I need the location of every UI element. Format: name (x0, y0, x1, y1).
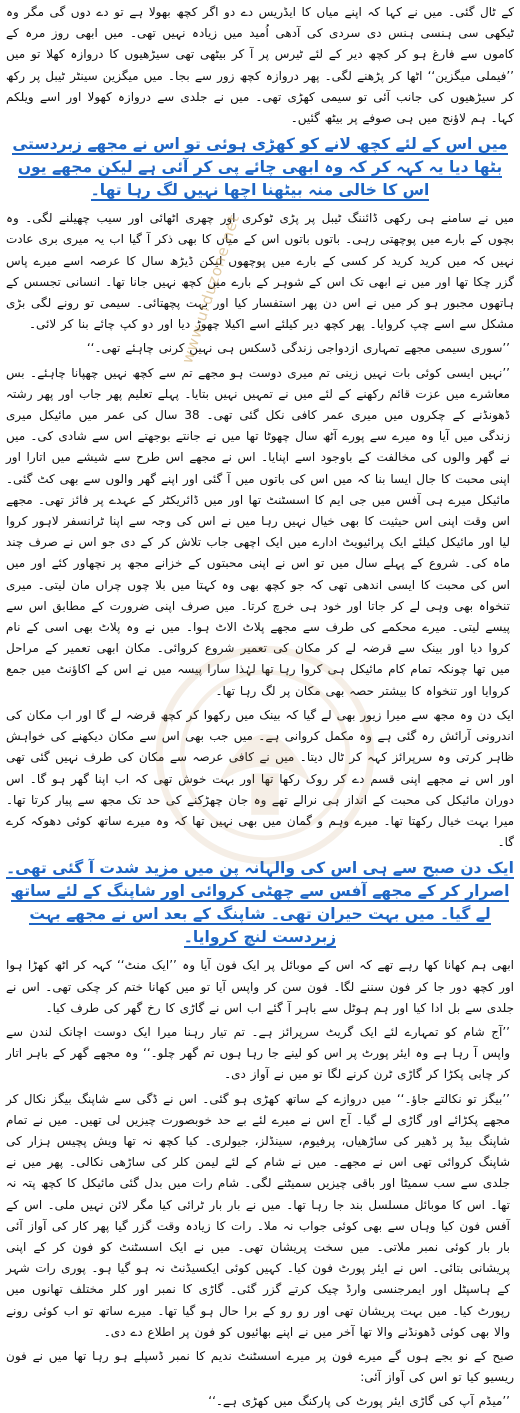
highlight-heading (6, 857, 514, 949)
paragraph: میں نے سامنے ہی رکھی ڈائننگ ٹیبل پر پڑی ٹوکری اور چھری اٹھائی اور سیب چھیلنے لگی۔ وہ بچوں کے بارے میں پوچھتی رہی۔ باتوں باتوں اس کے میاں کا بھی ذکر آ گیا اب یہ میری بری عادت نہیں کہ میں کرید کرید کر کسی کے بارے میں پوچھوں لیکن ڈیڑھ سال کا عرصہ اسے میرے پاس گزر چکا تھا اور میں نے ابھی تک اس کے شوہر کے بارے میں کچھ نہیں جانا تھا۔ انسانی تجسس کے ہاتھوں مجبور ہو کر میں نے اس دن پھر استفسار کیا اور بہت پچھتائی۔ سیمی تو رونے لگی بڑی مشکل سے اسے چپ کروایا۔ پھر کچھ دیر کیلئے اسے اکیلا چھوڑ دیا اور دو کپ چائے بنا کر لائی۔ (6, 211, 514, 332)
dialogue-paragraph: ’’سوری سیمی مجھے تمہاری ازدواجی زندگی ڈسکس ہی نہیں کرنی چاہئے تھی۔‘‘ (86, 341, 510, 356)
story-page (6, 2, 514, 1409)
dialogue-paragraph: ’’نہیں ایسی کوئی بات نہیں زینی تم میری دوست ہو مجھے تم سے کچھ نہیں چھپانا چاہئے۔ بس معاشرے میں عزت قائم رکھنے کے لئے میں نے تمہیں نہیں بتایا۔ پہلے تعلیم پھر جاب اور پھر رشتہ ڈھونڈنے کے چکروں میں میری عمر کافی نکل گئی تھی۔ 38 سال کی عمر میں مائیکل میری زندگی میں آیا وہ میرے سے پورے آٹھ سال چھوٹا تھا میں نے جانتے بوجھتے اس سے شادی کی۔ میں نے گھر والوں کی مخالفت کے باوجود اسے اپنایا۔ اس نے مجھے اس طرح سے شیشے میں اتارا اور اپنی محبت کا جال ایسا بنا کہ میں اس کی باتوں میں آ گئی اور اپنے گھر والوں سے بھی کٹ گئی۔ مائیکل میرے ہی آفس میں جی ایم کا اسسٹنٹ تھا اور میں ڈائریکٹر کے عہدے پر فائز تھی۔ مجھے اس وقت اپنی اس حیثیت کا بھی خیال نہیں رہا میں نے اس کی وجہ سے اپنا ٹرانسفر لاہور کروا لیا اور مائیکل کیلئے ایک پرائیویٹ ادارے میں ایک اچھی جاب تلاش کر کے دی جو اس نے صرف چند ماہ کی۔ شروع کے پہلے سال میں تو اس نے اپنی محبتوں کے خزانے مجھ پر نچھاور کئے اور میں اس کی محبت کا ایسی اندھی تھی کہ جو کچھ بھی وہ کہتا میں بلا چوں چراں مان لیتی۔ میری تنخواہ بھی وہی لے کر جاتا اور خود ہی خرچ کرتا۔ میں صرف اپنی ضرورت کے مطابق اس سے پیسے لیتی۔ میرے محکمے کی طرف سے مجھے پلاٹ الاٹ ہوا۔ میں نے وہ پلاٹ بھی اسی کے نام کروا دیا اور بینک سے قرضہ لے کر مکان کی تعمیر شروع کروائی۔ مکان ابھی تعمیر کے مراحل میں تھا چونکہ تمام کام مائیکل ہی کروا رہا تھا لہٰذا سارا پیسہ میں نے اس کے اکاؤنٹ میں جمع کروایا اور تنخواہ کا بیشتر حصہ بھی مکان پر لگ رہا تھا۔ (6, 365, 510, 698)
paragraph: ایک دن وہ مجھ سے میرا زیور بھی لے گیا کہ بینک میں رکھوا کر کچھ قرضہ لے گا اور اب مکان کی اندرونی آرائش رہ گئی ہے وہ مکمل کروانی ہے۔ میں جب بھی اس سے مکان دیکھنے کی خواہش ظاہر کرتی وہ سرپرائز کہہ کر ٹال دیتا۔ میں نے کافی عرصہ سے مکان کی طرف نہیں گئی تھی اور اس نے مجھے اپنی قسم دے کر روک رکھا تھا اور بہت خوش تھی کہ اب اپنا گھر ہو گا۔ اس دوران مائیکل کی محبت کے انداز ہی نرالے تھے وہ جان چھڑکنے کی حد تک مجھ سے پیار کرتا تھا۔ میرا بہت خیال رکھتا تھا۔ میرے وہم و گمان میں بھی نہیں تھا کہ وہ میرے ساتھ کوئی دھوکہ کرے گا۔ (6, 707, 514, 850)
dialogue-paragraph: ’’میڈم آپ کی گاڑی ایئر پورٹ کی پارکنگ میں کھڑی ہے۔‘‘ (208, 1394, 510, 1409)
dialogue-paragraph: ’’بیگز تو نکالتے جاؤ۔‘‘ میں دروازے کے ساتھ کھڑی ہو گئی۔ اس نے ڈگی سے شاپنگ بیگز نکال کر مجھے پکڑائے اور گاڑی لے گیا۔ آج اس نے میرے لئے بے حد خوبصورت چیزیں لی تھیں۔ میں نے تمام شاپنگ بیڈ پر ڈھیر کی ساڑھیاں، پرفیوم، سینڈلز، جیولری۔ کیا کچھ نہ تھا ویش پچیس ہزار کی شاپنگ کروائی تھی اس نے مجھے۔ میں نے شام کے لئے لیمن کلر کی ساڑھی نکالی۔ پھر میں نے جلدی سے سب سمیٹا اور باقی چیزیں سمیٹنے لگی۔ شام رات میں بدل گئی مائیکل کا کچھ پتہ نہ تھا۔ اس کا موبائل مسلسل بند جا رہا تھا۔ میں نے بار بار ٹرائی کیا مگر لائن نہیں ملی۔ اس کے آفس فون کیا وہاں سے بھی کوئی جواب نہ ملا۔ رات کا زیادہ وقت گزر گیا پھر کار کی آواز آئی بار بار کوئی نمبر ملاتی۔ میں سخت پریشان تھی۔ میں نے ایک اسسٹنٹ کو فون کر کے اپنی پریشانی بتائی۔ اس نے ایئر پورٹ فون کیا۔ کہیں کوئی ایکسیڈنٹ نہ ہو گیا ہو۔ پوری رات شہر کے ہاسپٹل اور ایمرجنسی وارڈ چیک کرتے گزر گئی۔ گاڑی کا نمبر اور کلر مختلف تھانوں میں رپورٹ کیا۔ میں بہت پریشان تھی اور رو رو کے برا حال ہو گیا تھا۔ میرے ساتھ تو اب کوئی رونے والا بھی کوئی ڈھونڈنے والا تھا آخر میں نے اپنے بھائیوں کو فون پر اطلاع دے دی۔ (6, 1091, 510, 1339)
paragraph: صبح کے نو بجے ہوں گے میرے فون پر میرے اسسٹنٹ ندیم کا نمبر ڈسپلے ہو رہا تھا میں نے فون ریسیو کیا تو اس کی آواز آئی: (6, 1348, 514, 1385)
highlight-text: ایک دن صبح سے ہی اس کی والہانہ پن میں مزید شدت آ گئی تھی۔ اصرار کر کے مجھے آفس سے چھٹی کروائی اور شاپنگ کے لئے ساتھ لے گیا۔ میں بہت حیران تھی۔ شاپنگ کے بعد اس نے مجھے بہت زبردست لنچ کروایا۔ (6, 859, 514, 947)
paragraph: ابھی ہم کھانا کھا رہے تھے کہ اس کے موبائل پر ایک فون آیا وہ ’’ایک منٹ‘‘ کہہ کر اٹھ کھڑا ہوا اور کچھ دور جا کر فون سننے لگا۔ فون سن کر واپس آیا تو میں کھانا ختم کر چکی تھی۔ اس نے جلدی سے بل ادا کیا اور ہم ہوٹل سے باہر آ گئے اب اس نے گاڑی کا رخ گھر کی طرف کیا۔ (6, 958, 514, 1015)
highlight-heading (6, 133, 514, 202)
dialogue-paragraph: ’’آج شام کو تمہارے لئے ایک گریٹ سرپرائز ہے۔ تم تیار رہنا میرا ایک دوست اچانک لندن سے واپس آ رہا ہے وہ ایئر پورٹ پر اس کو لینے جا رہا ہوں تم گھر چلو۔‘‘ وہ مجھے گھر کے باہر اتار کر چابی پکڑا کر گاڑی ٹرن کرنے لگا تو میں نے آواز دی۔ (6, 1024, 510, 1082)
paragraph: کے ٹال گئی۔ میں نے کہا کہ اپنے میاں کا ایڈریس دے دو اگر کچھ بھولا ہے تو دے دوں گی مگر وہ ٹیکھی سی ہنسی ہنس دی سردی کی آدھی اُمید میں زیادہ نہیں تھی۔ میں ابھی روز مرہ کے کاموں سے فارغ ہو کر کچھ دیر کے لئے ٹیرس پر آ کر بیٹھی تھی سیڑھیوں کا دروازہ کھلا تو میں ’’فیملی میگزین‘‘ اٹھا کر پڑھنے لگی۔ پھر دروازہ کچھ زور سے بجا۔ میں میگزین سینٹر ٹیبل پر رکھ کر سیڑھیوں کی جانب آئی تو سیمی کھڑی تھی۔ میں نے جلدی سے دروازہ کھولا اور اسے ویلکم کہا۔ ہم لاؤنج میں ہی صوفے پر بیٹھ گئیں۔ (6, 5, 514, 126)
watermark-text: www.urduzone.net (178, 211, 244, 366)
highlight-text: میں اس کے لئے کچھ لانے کو کھڑی ہوئی تو اس نے مجھے زبردستی بٹھا دیا یہ کہہ کر کہ وہ ابھی چائے پی کر آئی ہے لیکن مجھے یوں اس کا خالی منہ بیٹھنا اچھا نہیں لگ رہا تھا۔ (12, 135, 508, 200)
